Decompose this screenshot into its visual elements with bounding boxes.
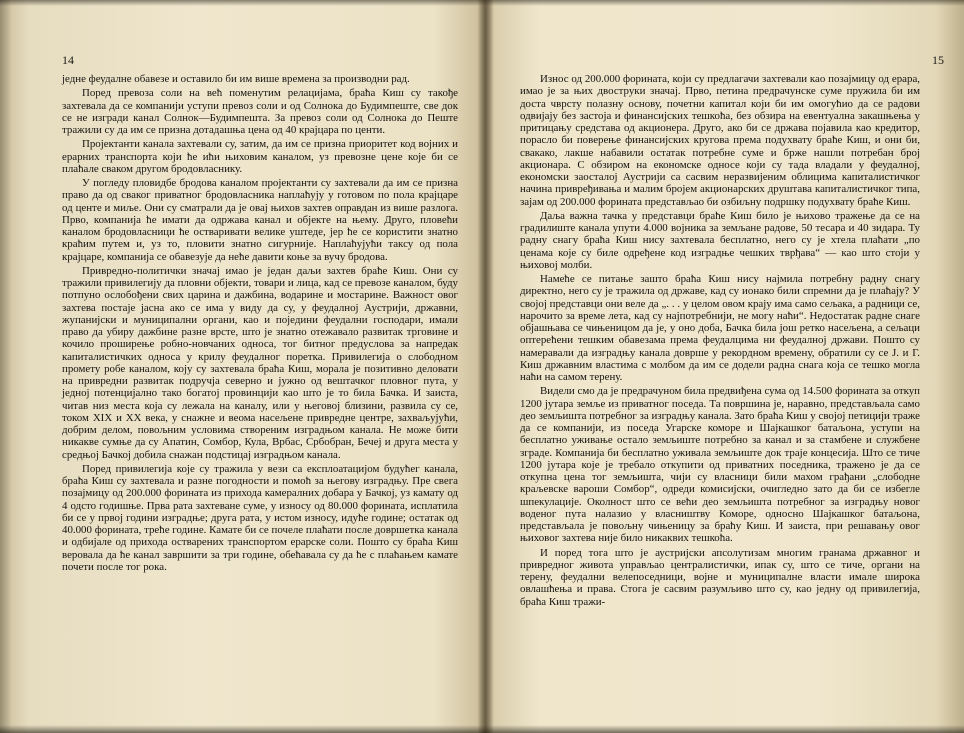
paragraph: Износ од 200.000 форината, који су предлагачи захтевали као позајмицу од ерара, имао је за њих двоструки значај. Прво, петина предрачунске суме пружила би им доста чврсту полазну основу, почетни капитал који би им омогућио да се радови одвијају без застоја и финансијских тешкоћа, без обзира на евентуална закашњења у притицању средстава од акционера. Друго, ако би се држава појавила као кредитор, порасло би поверење финансијских кругова према подухвату браће Киш, и они би, свакако, лакше набавили остатак потребне суме и брже нашли потребан број акционара. С обзиром на економске односе који су тада владали у феудалној, економски заосталој Аустрији са сасвим неразвијеним облицима капиталистичког начина привређивања и малим бројем акционарских друштава капиталистичког типа, зајам од 200.000 форината представљао би озбиљну подршку подухвату браће Киш. bbox=[520, 73, 920, 208]
paragraph: Поред привилегија које су тражила у вези са експлоатацијом будућег канала, браћа Киш су захтевала и разне погодности и помоћ за његову изградњу. Пре свега позајмицу од 200.000 форината из прихода камералних добара у Бачкој, уз камату од 4 одсто годишње. Прва рата захтеване суме, у износу од 80.000 форината, исплатила би се у првој години изградње; друга рата, у истом износу, идуће године; остатак од 40.000 форината, треће године. Камате би се почеле плаћати после довршетка канала и одбијале од прихода остварених транспортом ерарске соли. Пошто су браћа Киш веровала да ће канал завршити за три године, обећавала су да ће с плаћањем камате почети после тог рока. bbox=[62, 462, 458, 573]
left-page-number: 14 bbox=[62, 53, 74, 67]
paragraph: једне феудалне обавезе и оставило би им више времена за производни рад. bbox=[62, 73, 410, 85]
paragraph: Пројектанти канала захтевали су, затим, да им се призна приоритет код војних и ерарних транспорта који ће ићи њиховим каналом, уз превозне цене које би се плаћале сваком другом бродовласнику. bbox=[62, 138, 458, 175]
paragraph: Видели смо да је предрачуном била предвиђена сума од 14.500 форината за откуп 1200 јутара земље из приватног поседа. Та површина је, наравно, представљала само део земљишта потребног за изградњу канала. Зато браћа Киш у својој петицији траже да се компанији, из поседа Угарске коморе и Шајкашког батаљона, уступи на бесплатно уживање остало земљиште потребно за канал и за стамбене и службене зграде. Компанија би бесплатно уживала земљиште док траје концесија. Што се тиче 1200 јутара које је требало откупити од приватних поседника, тражено је да се откупна цена тог земљишта, чији су власници били махом грађани „слободне краљевске вароши Сомбор“, одреди комисијски, очигледно зато да би се избегле шпекулације. Околност што се већи део земљишта потребног за изградњу новог воденог пута налазио у власништву Коморе, односно Шајкашког батаљона, представљала је повољну чињеницу за браћу Киш. И заиста, при решавању овог њиховог захтева није било никаквих тешкоћа. bbox=[520, 385, 920, 545]
paragraph: И поред тога што је аустријски апсолутизам многим гранама државног и привредног живота управљао централистички, ипак су, што се тиче, органи на терену, феудални велепоседници, војне и муниципалне власти имале широка овлашћења и права. Стога је сасвим разумљиво што су, као једну од привилегија, браћа Киш тражи- bbox=[520, 546, 920, 608]
right-page-text bbox=[520, 73, 920, 610]
paragraph: У погледу пловидбе бродова каналом пројектанти су захтевали да им се призна право да од сваког приватног бродовласника наплаћују у готовом по пола крајцаре од центе и миље. Они су сматрали да је овај њихов захтев оправдан из више разлога. Прво, компанија ће имати да одржава канал и објекте на њему. Друго, пловећи каналом бродовласници ће остваривати велике уштеде, јер ће се користити знатно краћим путем и, уз то, пловити знатно сигурније. Наплаћујући таксу од пола крајцаре, компанија се обавезује да неће давити коње за вучу бродова. bbox=[62, 177, 458, 263]
paragraph: Привредно-политички значај имао је један даљи захтев браће Киш. Они су тражили привилегију да пловни објекти, товари и лица, кад се превозе каналом, буду потпуно ослобођени свих царина и дажбина, водарине и мостарине. Важност овог захтева постаје јасна ако се има у виду да су, у феудалној Аустрији, државни, жупанијски и муниципални органи, као и поједини феудални господари, имали право да убиру дажбине разне врсте, што је знатно отежавало развитак трговине и кочило проширење робно-новчаних односа, тог битног предуслова за напредак капиталистичких односа у крилу феудалног поретка. Привилегија о слободном промету робе каналом, коју су захтевала браћа Киш, морала је позитивно деловати на привредни развитак подручја северно и јужно од вештачког пловног пута, у једној потенцијално тако богатој провинцији као што је то била Бачка. И заиста, читав низ места која су лежала на каналу, или у његовој близини, развила су се, током XIX и XX века, у снажне и веома насељене привредне центре, захваљујући, добрим делом, повољним условима створеним изградњом канала. Не може бити никакве сумње да су Апатин, Сомбор, Кула, Врбас, Србобран, Бечеј и друга места у средњој Бачкој добила снажан подстицај изградњом канала. bbox=[62, 264, 458, 461]
left-edge-shadow bbox=[0, 0, 12, 733]
bottom-edge-shadow bbox=[0, 725, 964, 733]
paragraph: Даља важна тачка у представци браће Киш било је њихово тражење да се на градилиште канала упути 4.000 војника за земљане радове, 50 тесара и 40 зидара. Ту радну снагу браћа Киш нису захтевала бесплатно, него су је хтела плаћати „по ценама које су биле одређене код изградње чешких тврђава“ — као што стоји у њиховој молби. bbox=[520, 209, 920, 271]
left-page-text bbox=[62, 73, 458, 575]
right-page-number: 15 bbox=[932, 53, 944, 67]
paragraph: Намеће се питање зашто браћа Киш нису најмила потребну радну снагу директно, него су је тражила од државе, кад су ионако били спремни да је плаћају? У својој представци они веле да „. . . у целом овом крају има само сељака, а радници се, нарочито за време лета, кад су најпотребнији, не могу наћи“. Недостатак радне снаге објашњава се чињеницом да је, у оно доба, Бачка била још ретко насељена, а сељаци оптерећени тешким обавезама према феудалцима ни феудалној држави. Пошто су намеравали да изградњу канала доврше у рекордном времену, обратили су се Ј. и Г. Киш државним властима с молбом да им се додели радна снага која се тешко могла наћи на самом терену. bbox=[520, 273, 920, 383]
paragraph: Поред превоза соли на већ поменутим релацијама, браћа Киш су такође захтевала да се компанији уступи превоз соли и од Солнока до Будимпеште, све док се не изгради канал Солнок—Будимпешта. За превоз соли од Солнока до Пеште тражили су да им се призна дотадашња цена од 40 крајцара по центи. bbox=[62, 87, 458, 136]
